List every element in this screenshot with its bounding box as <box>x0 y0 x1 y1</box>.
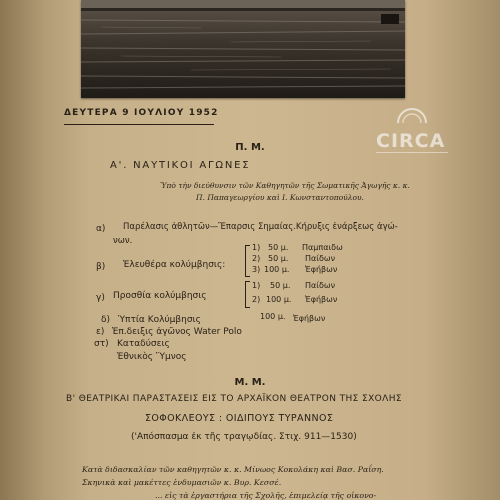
section-heading-pm: Π. Μ. <box>235 142 265 153</box>
item-c-text: Προσθία κολύμβησις <box>113 291 207 301</box>
item-b-row-num: 3) <box>252 265 261 274</box>
item-b-text: Ἐλευθέρα κολύμβησις: <box>123 260 226 270</box>
pm-title: Α'. ΝΑΥΤΙΚΟΙ ΑΓΩΝΕΣ <box>110 160 251 171</box>
item-b-row-num: 1) <box>252 243 261 252</box>
mm-title: Β' ΘΕΑΤΡΙΚΑΙ ΠΑΡΑΣΤΑΣΕΙΣ ΕΙΣ ΤΟ ΑΡΧΑΪΚΟΝ ΘΕΑΤΡΟΝ ΤΗΣ ΣΧΟΛΗΣ <box>66 394 402 404</box>
item-c-row-cat: Ἐφήβων <box>305 295 338 304</box>
harbor-photo <box>81 0 405 98</box>
item-b-row-cat: Παμπαιδω <box>302 243 343 252</box>
item-c-row-dist: 50 μ. <box>270 281 291 290</box>
header-date: ΔΕΥΤΕΡΑ 9 ΙΟΥΛΙΟΥ 1952 <box>64 108 219 118</box>
item-b-row-dist: 50 μ. <box>268 254 289 263</box>
item-c-row-cat: Παίδων <box>305 281 336 290</box>
item-d-text: Ὑπτία Κολύμβησις <box>118 315 201 325</box>
section-heading-mm: Μ. Μ. <box>234 377 266 388</box>
item-b-bracket <box>245 245 250 277</box>
mm-credit-1: Κατὰ διδασκαλίαν τῶν καθηγητῶν κ. κ. Μίνωος Κοκολάκη καὶ Βασ. Ραΐση. <box>82 465 384 474</box>
item-c-row-num: 1) <box>252 281 261 290</box>
item-b-row-cat: Ἐφήβων <box>305 265 338 274</box>
pm-subtitle-2: Π. Παπαγεωργίου καὶ Ι. Κωνσταντοπούλου. <box>196 193 364 202</box>
pm-subtitle-1: Ὑπὸ τὴν διεύθυνσιν τῶν Καθηγητῶν τῆς Σωματικῆς Ἀγωγῆς κ. κ. <box>160 181 410 190</box>
mm-excerpt: ('Απόσπασμα ἐκ τῆς τραγῳδίας. Στιχ. 911—1530) <box>131 432 357 442</box>
item-b-row-dist: 100 μ. <box>264 265 290 274</box>
item-b-row-num: 2) <box>252 254 261 263</box>
item-c-row-dist: 100 μ. <box>266 295 292 304</box>
item-st-text: Καταδύσεις <box>117 339 170 349</box>
arch-icon <box>396 108 428 124</box>
item-c-letter: γ) <box>96 293 105 303</box>
watermark-logo-text: CIRCA <box>376 130 446 152</box>
mm-play: ΣΟΦΟΚΛΕΟΥΣ : ΟΙΔΙΠΟΥΣ ΤΥΡΑΝΝΟΣ <box>145 413 334 424</box>
item-c-bracket <box>245 281 250 308</box>
item-a-text-2: νων. <box>113 236 133 246</box>
item-e-text: Ἐπ.δειξις ἀγῶνος Water Polo <box>112 327 242 337</box>
item-d-letter: δ) <box>101 315 111 325</box>
header-rule <box>64 124 214 125</box>
mm-credit-2: Σκηνικὰ καὶ μακέττες ἐνδυμασιῶν κ. Βυρ. Κεσσέ. <box>82 478 282 487</box>
item-e-letter: ε) <box>96 327 105 337</box>
mm-credit-3: ... εἰς τὰ ἐργαστήρια τῆς Σχολῆς, ἐπιμελείᾳ τῆς οἰκονο- <box>155 491 377 500</box>
item-c-row-num: 2) <box>252 295 261 304</box>
item-a-text-1: Παρέλασις ἀθλητῶν—Ἔπαρσις Σημαίας.Κήρυξις ἐνάρξεως ἀγώ- <box>123 222 398 232</box>
item-b-row-dist: 50 μ. <box>268 243 289 252</box>
item-b-row-cat: Παίδων <box>305 254 336 263</box>
item-d-cat: Ἐφήβων <box>293 314 326 323</box>
item-a-letter: α) <box>96 224 106 234</box>
item-st-letter: στ) <box>94 339 109 349</box>
item-d-dist: 100 μ. <box>260 312 286 321</box>
item-b-letter: β) <box>96 262 106 272</box>
anthem: Ἐθνικὸς Ὕμνος <box>117 352 187 362</box>
